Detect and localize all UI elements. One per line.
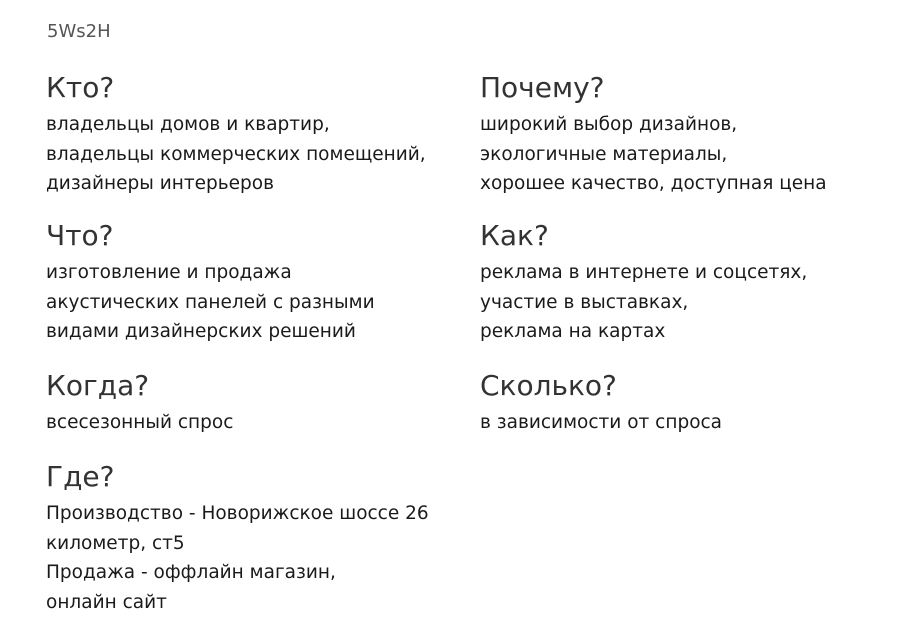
where-line: онлайн сайт (46, 591, 167, 613)
why-line: широкий выбор дизайнов, (480, 114, 738, 135)
who-section (46, 71, 426, 199)
when-section (46, 369, 233, 438)
what-heading: Что? (46, 219, 114, 252)
how-much-heading: Сколько? (480, 369, 617, 402)
why-heading: Почему? (480, 71, 605, 104)
when-line: всесезонный спрос (46, 412, 234, 433)
when-heading: Когда? (46, 369, 150, 402)
how-line: участие в выставках, (480, 291, 689, 313)
how-heading: Как? (480, 219, 549, 252)
who-line: владельцы домов и квартир, (46, 114, 330, 135)
how-much-line: в зависимости от спроса (480, 412, 723, 433)
where-line: километр, ст5 (46, 532, 185, 554)
slide-label: 5Ws2H (47, 21, 111, 42)
how-line: реклама в интернете и соцсетях, (480, 262, 808, 283)
who-heading: Кто? (46, 71, 115, 104)
what-line: акустических панелей с разными (46, 291, 375, 313)
why-line: экологичные материалы, (480, 143, 728, 165)
why-section (480, 71, 827, 199)
how-line: реклама на картах (480, 321, 666, 342)
what-line: видами дизайнерских решений (46, 321, 356, 342)
how-section (480, 219, 807, 347)
where-line: Производство - Новорижское шоссе 26 (46, 503, 429, 524)
where-line: Продажа - оффлайн магазин, (46, 562, 336, 583)
who-line: владельцы коммерческих помещений, (46, 143, 426, 165)
what-line: изготовление и продажа (46, 262, 292, 283)
where-section (46, 460, 429, 617)
how-much-section (480, 369, 722, 438)
why-line: хорошее качество, доступная цена (480, 173, 827, 194)
who-line: дизайнеры интерьеров (46, 173, 274, 194)
what-section (46, 219, 375, 347)
where-heading: Где? (46, 460, 115, 493)
